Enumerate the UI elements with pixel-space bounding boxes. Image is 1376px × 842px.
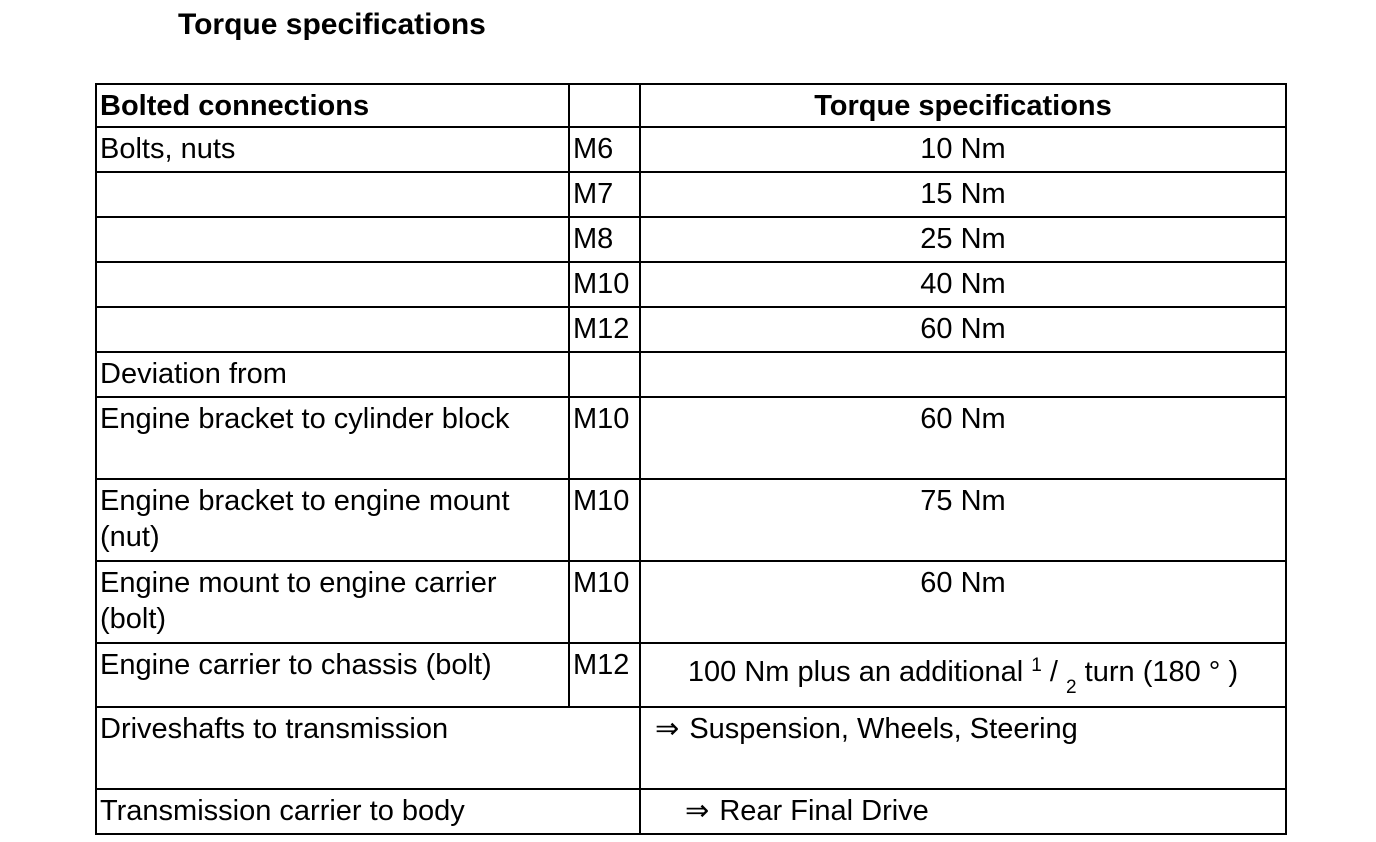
table-row [96, 217, 1286, 262]
table-row [96, 172, 1286, 217]
table-row [96, 352, 1286, 397]
size-cell: M8 [569, 217, 640, 262]
torque-cell: 40 Nm [640, 262, 1286, 307]
size-cell: M7 [569, 172, 640, 217]
connection-cell: Engine carrier to chassis (bolt) [96, 643, 569, 707]
size-cell: M10 [569, 397, 640, 479]
torque-cell: 75 Nm [640, 479, 1286, 561]
size-cell: M10 [569, 479, 640, 561]
size-cell: M12 [569, 307, 640, 352]
table-header-row [96, 84, 1286, 127]
torque-cell [640, 352, 1286, 397]
table-row [96, 789, 1286, 834]
size-cell: M10 [569, 561, 640, 643]
connection-cell: Driveshafts to transmission [96, 707, 640, 789]
reference-text: Rear Final Drive [719, 795, 929, 827]
reference-link[interactable] [685, 793, 929, 829]
connection-cell [96, 172, 569, 217]
table-row [96, 479, 1286, 561]
table-row [96, 707, 1286, 789]
connection-cell [96, 262, 569, 307]
table-row [96, 307, 1286, 352]
connection-cell: Transmission carrier to body [96, 789, 640, 834]
connection-cell: Bolts, nuts [96, 127, 569, 172]
page-title: Torque specifications [178, 8, 486, 41]
header-torque: Torque specifications [640, 84, 1286, 127]
torque-cell: 60 Nm [640, 397, 1286, 479]
connection-cell: Engine bracket to cylinder block [96, 397, 569, 479]
torque-note-prefix: 100 Nm plus an additional [687, 656, 1024, 688]
torque-note [687, 654, 1239, 698]
connection-cell [96, 307, 569, 352]
header-bolted-connections: Bolted connections [96, 84, 569, 127]
connection-cell: Engine bracket to engine mount (nut) [96, 479, 569, 561]
size-cell: M12 [569, 643, 640, 707]
table-row [96, 643, 1286, 707]
torque-cell: 60 Nm [640, 307, 1286, 352]
torque-cell: 60 Nm [640, 561, 1286, 643]
fraction-slash: / [1049, 656, 1058, 688]
size-cell: M10 [569, 262, 640, 307]
reference-cell [640, 789, 1286, 834]
torque-cell: 10 Nm [640, 127, 1286, 172]
reference-link[interactable] [655, 711, 1078, 747]
right-double-arrow-icon: ⇒ [655, 713, 680, 745]
table-row [96, 561, 1286, 643]
torque-cell [640, 643, 1286, 707]
table-row [96, 262, 1286, 307]
torque-note-suffix: turn (180 ° ) [1084, 656, 1239, 688]
size-cell: M6 [569, 127, 640, 172]
table-row [96, 127, 1286, 172]
reference-text: Suspension, Wheels, Steering [689, 713, 1078, 745]
torque-cell: 15 Nm [640, 172, 1286, 217]
fraction-numerator: 1 [1031, 655, 1042, 676]
connection-cell: Deviation from [96, 352, 569, 397]
connection-cell: Engine mount to engine carrier (bolt) [96, 561, 569, 643]
table-row [96, 397, 1286, 479]
header-size [569, 84, 640, 127]
right-double-arrow-icon: ⇒ [685, 795, 710, 827]
size-cell [569, 352, 640, 397]
torque-table [95, 83, 1287, 835]
connection-cell [96, 217, 569, 262]
fraction-denominator: 2 [1066, 677, 1077, 698]
reference-cell [640, 707, 1286, 789]
torque-cell: 25 Nm [640, 217, 1286, 262]
